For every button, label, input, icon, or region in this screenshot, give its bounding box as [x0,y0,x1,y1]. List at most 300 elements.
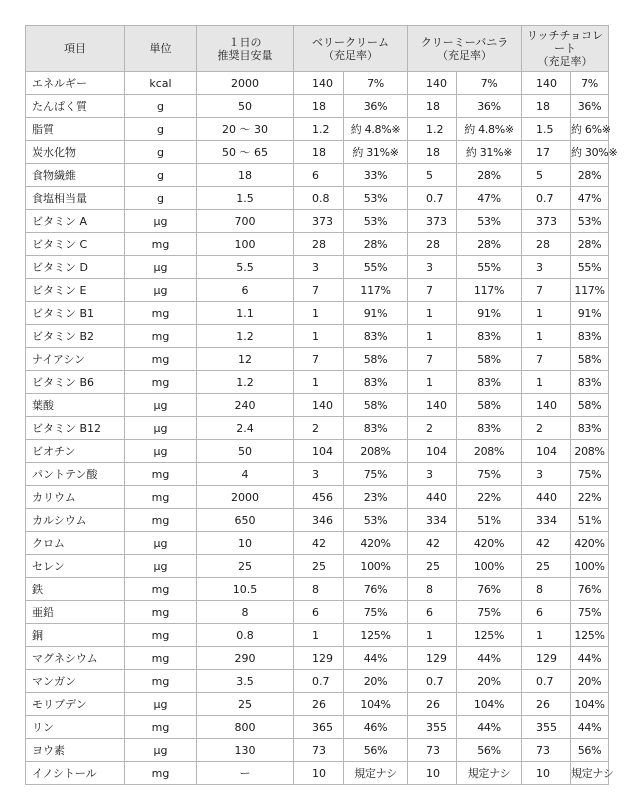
product-3-amount: 7 [522,279,571,302]
product-2-ratio: 75% [457,463,522,486]
product-1-amount: 42 [294,532,344,555]
nutrient-name: ナイアシン [26,348,125,371]
product-2-amount: 26 [408,693,457,716]
nutrient-name: エネルギー [26,72,125,95]
recommended-amount: 2000 [197,486,294,509]
nutrient-unit: μg [125,693,197,716]
recommended-amount: 2000 [197,72,294,95]
product-1-ratio: 7% [344,72,408,95]
product-1-ratio: 56% [344,739,408,762]
nutrient-name: リン [26,716,125,739]
nutrient-unit: mg [125,371,197,394]
product-3-ratio: 44% [571,716,609,739]
product-3-ratio: 75% [571,601,609,624]
product-1-amount: 10 [294,762,344,785]
nutrient-name: 炭水化物 [26,141,125,164]
table-row [26,486,609,509]
product-2-amount: 104 [408,440,457,463]
product-3-amount: 7 [522,348,571,371]
product-3-amount: 42 [522,532,571,555]
recommended-amount: 100 [197,233,294,256]
product-2-amount: 3 [408,463,457,486]
table-row [26,762,609,785]
product-2-amount: 129 [408,647,457,670]
table-row [26,72,609,95]
recommended-amount: 10 [197,532,294,555]
product-3-amount: 1 [522,325,571,348]
product-2-ratio: 420% [457,532,522,555]
nutrient-name: マンガン [26,670,125,693]
product-2-amount: 140 [408,394,457,417]
product-1-ratio: 58% [344,348,408,371]
nutrient-unit: mg [125,716,197,739]
product-2-amount: 73 [408,739,457,762]
product-2-ratio: 125% [457,624,522,647]
product-1-amount: 2 [294,417,344,440]
product-1-amount: 140 [294,72,344,95]
recommended-amount: 240 [197,394,294,417]
product-1-amount: 140 [294,394,344,417]
product-2-ratio: 7% [457,72,522,95]
table-row [26,164,609,187]
product-3-amount: 140 [522,394,571,417]
nutrient-name: ビタミン C [26,233,125,256]
nutrient-name: カリウム [26,486,125,509]
product-2-amount: 8 [408,578,457,601]
product-3-ratio: 20% [571,670,609,693]
nutrient-unit: mg [125,762,197,785]
product-2-amount: 0.7 [408,187,457,210]
product-3-ratio: 7% [571,72,609,95]
recommended-amount: 4 [197,463,294,486]
product-2-ratio: 28% [457,233,522,256]
recommended-amount: 18 [197,164,294,187]
product-3-amount: 334 [522,509,571,532]
product-2-amount: 140 [408,72,457,95]
header-item: 項目 [26,26,125,72]
product-2-ratio: 83% [457,325,522,348]
product-1-amount: 0.7 [294,670,344,693]
nutrient-name: 亜鉛 [26,601,125,624]
nutrient-unit: mg [125,670,197,693]
product-3-amount: 373 [522,210,571,233]
product-1-amount: 129 [294,647,344,670]
product-3-amount: 3 [522,463,571,486]
product-3-amount: 26 [522,693,571,716]
product-1-ratio: 55% [344,256,408,279]
product-1-ratio: 75% [344,463,408,486]
product-2-ratio: 91% [457,302,522,325]
recommended-amount: 1.5 [197,187,294,210]
product-1-ratio: 33% [344,164,408,187]
table-row [26,348,609,371]
table-row [26,95,609,118]
product-3-amount: 1.5 [522,118,571,141]
product-3-ratio: 28% [571,164,609,187]
table-header-row [26,26,609,72]
product-3-ratio: 56% [571,739,609,762]
table-row [26,141,609,164]
product-2-ratio: 58% [457,348,522,371]
product-1-ratio: 53% [344,187,408,210]
nutrient-unit: kcal [125,72,197,95]
product-3-amount: 440 [522,486,571,509]
product-1-amount: 18 [294,95,344,118]
product-1-ratio: 約 31%※ [344,141,408,164]
table-row [26,670,609,693]
product-2-amount: 440 [408,486,457,509]
table-row [26,325,609,348]
nutrient-name: ビタミン B1 [26,302,125,325]
product-2-ratio: 20% [457,670,522,693]
nutrient-name: パントテン酸 [26,463,125,486]
product-3-ratio: 83% [571,371,609,394]
table-row [26,532,609,555]
product-2-ratio: 53% [457,210,522,233]
product-3-ratio: 58% [571,348,609,371]
nutrient-unit: mg [125,233,197,256]
product-3-amount: 140 [522,72,571,95]
product-3-ratio: 76% [571,578,609,601]
header-recommended-line2: 推奨目安量 [217,48,273,62]
header-product-3-name: リッチチョコレート [526,29,604,55]
recommended-amount: 130 [197,739,294,762]
table-row [26,302,609,325]
table-row [26,647,609,670]
nutrient-name: 葉酸 [26,394,125,417]
recommended-amount: 12 [197,348,294,371]
header-recommended [197,26,294,72]
recommended-amount: 6 [197,279,294,302]
nutrient-name: ビタミン D [26,256,125,279]
recommended-amount: 2.4 [197,417,294,440]
nutrient-name: 脂質 [26,118,125,141]
product-3-amount: 1 [522,371,571,394]
product-3-ratio: 58% [571,394,609,417]
recommended-amount: 50 [197,440,294,463]
product-2-ratio: 56% [457,739,522,762]
recommended-amount: 0.8 [197,624,294,647]
product-2-amount: 42 [408,532,457,555]
product-3-ratio: 117% [571,279,609,302]
nutrient-unit: mg [125,624,197,647]
product-3-amount: 0.7 [522,670,571,693]
nutrient-unit: mg [125,647,197,670]
nutrient-unit: μg [125,256,197,279]
product-2-amount: 373 [408,210,457,233]
product-3-ratio: 420% [571,532,609,555]
nutrient-unit: mg [125,348,197,371]
product-1-amount: 104 [294,440,344,463]
table-row [26,394,609,417]
nutrition-table-container [25,25,618,785]
product-3-ratio: 規定ナシ [571,762,609,785]
product-3-amount: 0.7 [522,187,571,210]
nutrient-unit: mg [125,325,197,348]
product-1-amount: 1 [294,371,344,394]
product-3-ratio: 55% [571,256,609,279]
product-3-amount: 104 [522,440,571,463]
nutrient-unit: μg [125,210,197,233]
product-3-amount: 18 [522,95,571,118]
product-2-ratio: 104% [457,693,522,716]
product-2-amount: 10 [408,762,457,785]
product-3-amount: 10 [522,762,571,785]
recommended-amount: 50 [197,95,294,118]
product-3-ratio: 44% [571,647,609,670]
product-1-ratio: 28% [344,233,408,256]
product-2-ratio: 75% [457,601,522,624]
product-1-amount: 6 [294,164,344,187]
nutrient-name: たんぱく質 [26,95,125,118]
product-2-ratio: 55% [457,256,522,279]
nutrient-name: 食物繊維 [26,164,125,187]
product-2-ratio: 76% [457,578,522,601]
header-product-2 [408,26,522,72]
product-1-ratio: 125% [344,624,408,647]
product-2-amount: 334 [408,509,457,532]
product-1-amount: 1.2 [294,118,344,141]
recommended-amount: 290 [197,647,294,670]
product-2-amount: 28 [408,233,457,256]
product-2-ratio: 83% [457,417,522,440]
table-row [26,555,609,578]
product-2-ratio: 44% [457,647,522,670]
table-row [26,371,609,394]
header-product-1-name: ベリークリーム [312,35,389,49]
product-2-amount: 25 [408,555,457,578]
product-3-ratio: 47% [571,187,609,210]
nutrient-unit: μg [125,555,197,578]
product-1-amount: 25 [294,555,344,578]
nutrient-unit: mg [125,509,197,532]
table-row [26,440,609,463]
product-2-ratio: 47% [457,187,522,210]
table-body [26,72,618,785]
recommended-amount: 25 [197,693,294,716]
product-2-amount: 1 [408,371,457,394]
product-3-amount: 355 [522,716,571,739]
nutrient-unit: μg [125,394,197,417]
table-row [26,233,609,256]
recommended-amount: 20 ～ 30 [197,118,294,141]
product-3-amount: 17 [522,141,571,164]
product-2-amount: 2 [408,417,457,440]
nutrient-name: セレン [26,555,125,578]
product-1-ratio: 75% [344,601,408,624]
product-2-amount: 7 [408,348,457,371]
product-1-ratio: 104% [344,693,408,716]
table-row [26,256,609,279]
product-1-amount: 7 [294,348,344,371]
product-1-amount: 73 [294,739,344,762]
nutrient-name: イノシトール [26,762,125,785]
product-3-ratio: 53% [571,210,609,233]
nutrient-name: ビオチン [26,440,125,463]
product-3-ratio: 36% [571,95,609,118]
product-2-ratio: 22% [457,486,522,509]
table-row [26,279,609,302]
product-1-ratio: 46% [344,716,408,739]
product-1-amount: 26 [294,693,344,716]
table-row [26,463,609,486]
product-2-ratio: 58% [457,394,522,417]
product-1-ratio: 36% [344,95,408,118]
header-product-1-sub: （充足率） [323,48,378,62]
product-1-ratio: 83% [344,371,408,394]
product-1-amount: 28 [294,233,344,256]
nutrient-unit: mg [125,463,197,486]
product-3-ratio: 75% [571,463,609,486]
table-row [26,118,609,141]
header-recommended-line1: １日の [228,35,262,49]
product-1-ratio: 53% [344,210,408,233]
nutrient-name: ヨウ素 [26,739,125,762]
product-3-ratio: 83% [571,417,609,440]
product-1-ratio: 44% [344,647,408,670]
product-2-amount: 18 [408,95,457,118]
nutrient-name: 鉄 [26,578,125,601]
product-3-ratio: 100% [571,555,609,578]
table-row [26,210,609,233]
nutrient-unit: mg [125,601,197,624]
recommended-amount: 8 [197,601,294,624]
product-3-ratio: 51% [571,509,609,532]
product-1-amount: 7 [294,279,344,302]
product-3-ratio: 125% [571,624,609,647]
header-product-3 [522,26,609,72]
product-1-amount: 346 [294,509,344,532]
nutrition-table [25,25,618,785]
recommended-amount: 50 ～ 65 [197,141,294,164]
table-row [26,601,609,624]
header-product-2-sub: （充足率） [437,48,492,62]
product-3-amount: 1 [522,624,571,647]
table-row [26,716,609,739]
product-2-ratio: 117% [457,279,522,302]
product-2-ratio: 約 31%※ [457,141,522,164]
product-1-ratio: 117% [344,279,408,302]
nutrient-unit: g [125,118,197,141]
product-2-ratio: 約 4.8%※ [457,118,522,141]
product-1-ratio: 58% [344,394,408,417]
recommended-amount: 650 [197,509,294,532]
table-row [26,417,609,440]
product-1-ratio: 約 4.8%※ [344,118,408,141]
product-1-amount: 1 [294,624,344,647]
nutrient-unit: mg [125,578,197,601]
product-1-ratio: 208% [344,440,408,463]
product-2-amount: 7 [408,279,457,302]
product-1-ratio: 20% [344,670,408,693]
table-row [26,578,609,601]
nutrient-name: ビタミン A [26,210,125,233]
product-2-amount: 1 [408,325,457,348]
nutrient-name: 銅 [26,624,125,647]
product-3-amount: 25 [522,555,571,578]
product-1-amount: 1 [294,325,344,348]
nutrient-unit: μg [125,739,197,762]
product-2-ratio: 44% [457,716,522,739]
nutrient-name: クロム [26,532,125,555]
product-2-ratio: 100% [457,555,522,578]
product-2-amount: 0.7 [408,670,457,693]
product-3-ratio: 約 6%※ [571,118,609,141]
product-3-amount: 1 [522,302,571,325]
product-3-ratio: 22% [571,486,609,509]
nutrient-unit: g [125,187,197,210]
recommended-amount: 1.2 [197,371,294,394]
nutrient-name: モリブデン [26,693,125,716]
nutrient-name: マグネシウム [26,647,125,670]
product-2-ratio: 83% [457,371,522,394]
nutrient-name: ビタミン B12 [26,417,125,440]
recommended-amount: 5.5 [197,256,294,279]
product-1-amount: 3 [294,463,344,486]
nutrient-unit: μg [125,279,197,302]
product-2-amount: 3 [408,256,457,279]
product-3-ratio: 208% [571,440,609,463]
product-3-amount: 2 [522,417,571,440]
recommended-amount: ー [197,762,294,785]
product-3-ratio: 91% [571,302,609,325]
product-1-amount: 6 [294,601,344,624]
product-1-ratio: 83% [344,325,408,348]
product-1-ratio: 420% [344,532,408,555]
product-2-amount: 6 [408,601,457,624]
product-1-ratio: 規定ナシ [344,762,408,785]
recommended-amount: 25 [197,555,294,578]
nutrient-name: ビタミン B2 [26,325,125,348]
table-row [26,509,609,532]
product-3-amount: 129 [522,647,571,670]
product-1-amount: 373 [294,210,344,233]
product-1-amount: 8 [294,578,344,601]
product-2-amount: 5 [408,164,457,187]
product-2-amount: 18 [408,141,457,164]
nutrient-name: ビタミン E [26,279,125,302]
product-1-ratio: 53% [344,509,408,532]
recommended-amount: 10.5 [197,578,294,601]
nutrient-name: 食塩相当量 [26,187,125,210]
product-3-ratio: 104% [571,693,609,716]
header-product-2-name: クリーミーバニラ [420,35,509,49]
product-2-amount: 1.2 [408,118,457,141]
nutrient-unit: g [125,164,197,187]
nutrient-unit: g [125,95,197,118]
recommended-amount: 3.5 [197,670,294,693]
product-3-amount: 73 [522,739,571,762]
product-1-ratio: 100% [344,555,408,578]
header-product-1 [294,26,408,72]
nutrient-unit: mg [125,486,197,509]
product-2-amount: 1 [408,624,457,647]
recommended-amount: 1.2 [197,325,294,348]
product-3-ratio: 28% [571,233,609,256]
product-1-ratio: 76% [344,578,408,601]
recommended-amount: 800 [197,716,294,739]
product-3-ratio: 83% [571,325,609,348]
nutrient-unit: μg [125,532,197,555]
product-2-ratio: 51% [457,509,522,532]
nutrient-unit: g [125,141,197,164]
product-1-amount: 18 [294,141,344,164]
recommended-amount: 700 [197,210,294,233]
product-2-ratio: 28% [457,164,522,187]
nutrient-name: ビタミン B6 [26,371,125,394]
table-row [26,693,609,716]
product-1-amount: 365 [294,716,344,739]
